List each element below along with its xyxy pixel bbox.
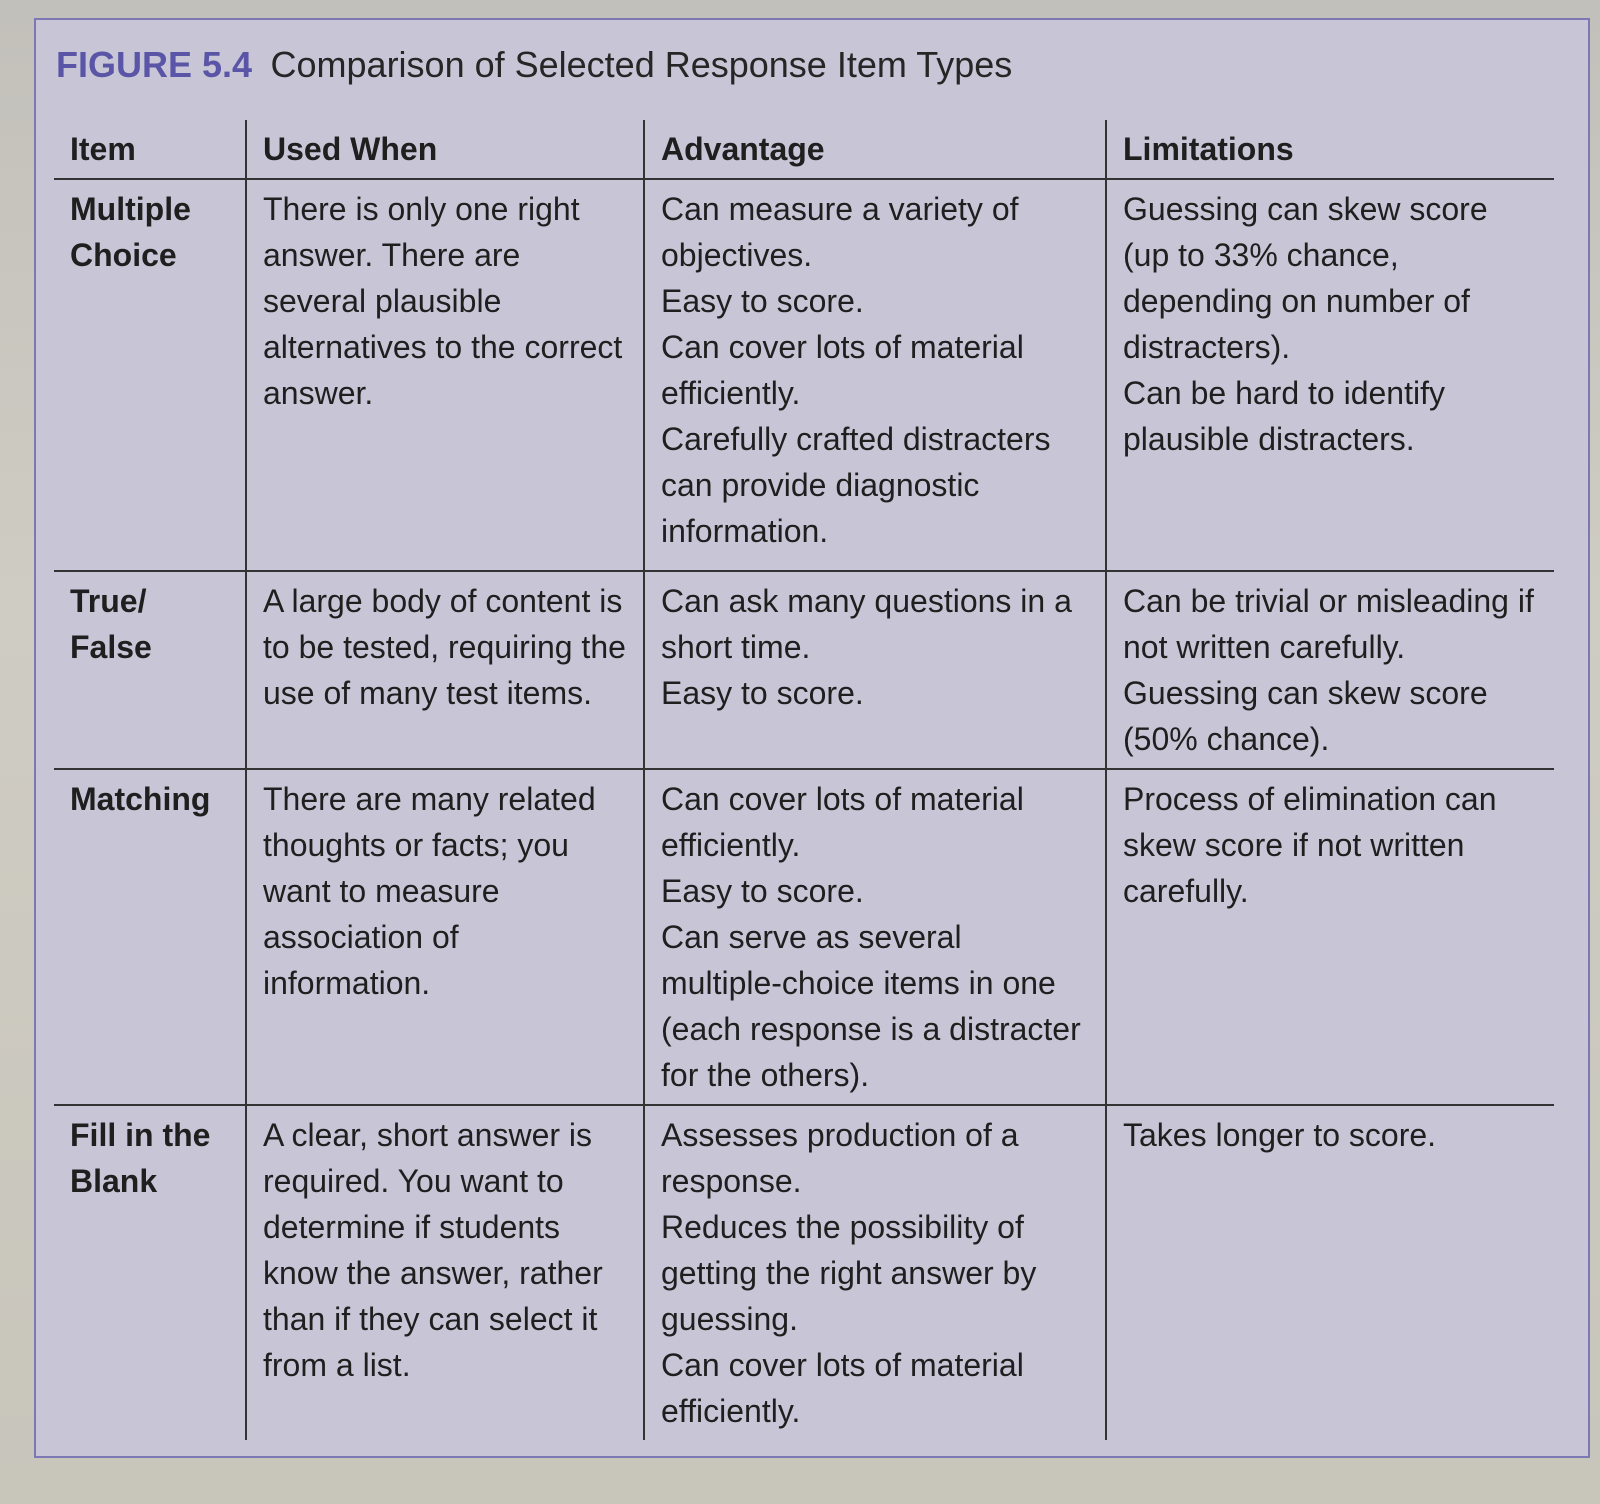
advantage-text: Carefully crafted distracters can provide diagnostic information. [661, 421, 1051, 549]
limitations-cell [1106, 179, 1554, 571]
header-used-when: Used When [246, 120, 644, 179]
used-when-text: There is only one right answer. There are several plausible alternatives to the correct answer. [263, 191, 623, 411]
item-cell [54, 571, 246, 769]
advantage-text: Reduces the possibility of getting the right answer by guessing. [661, 1209, 1037, 1337]
item-line: False [70, 629, 152, 665]
advantage-text: Can serve as several multiple-choice items in one (each response is a distracter for the others). [661, 919, 1081, 1093]
advantage-text: Easy to score. [661, 283, 864, 319]
advantage-text: Can cover lots of material efficiently. [661, 329, 1024, 411]
used-when-text: There are many related thoughts or facts; you want to measure association of information. [263, 781, 596, 1001]
table-header-row [54, 120, 1554, 179]
used-when-cell [246, 1105, 644, 1440]
item-cell [54, 179, 246, 571]
advantage-text: Easy to score. [661, 873, 864, 909]
item-line: Blank [70, 1163, 158, 1199]
used-when-cell [246, 769, 644, 1105]
limitations-text: Can be trivial or misleading if not written carefully. [1123, 583, 1534, 665]
item-line: Choice [70, 237, 177, 273]
table-row-matching [54, 769, 1554, 1105]
header-item: Item [54, 120, 246, 179]
header-advantage: Advantage [644, 120, 1106, 179]
limitations-cell [1106, 769, 1554, 1105]
advantage-text: Assesses production of a response. [661, 1117, 1019, 1199]
figure-number: FIGURE 5.4 [56, 44, 253, 85]
used-when-cell [246, 571, 644, 769]
limitations-text: Takes longer to score. [1123, 1117, 1437, 1153]
advantage-cell [644, 571, 1106, 769]
table-row-true-false [54, 571, 1554, 769]
used-when-cell [246, 179, 644, 571]
item-cell [54, 769, 246, 1105]
limitations-text: Guessing can skew score (up to 33% chance, depending on number of distracters). [1123, 191, 1488, 365]
advantage-text: Can cover lots of material efficiently. [661, 781, 1024, 863]
limitations-cell [1106, 1105, 1554, 1440]
limitations-text: Guessing can skew score (50% chance). [1123, 675, 1488, 757]
table-row-multiple-choice [54, 179, 1554, 571]
advantage-text: Easy to score. [661, 675, 864, 711]
figure-caption [56, 44, 1012, 86]
header-limitations: Limitations [1106, 120, 1554, 179]
item-line: Fill in the [70, 1117, 211, 1153]
figure-panel [34, 18, 1590, 1458]
limitations-cell [1106, 571, 1554, 769]
limitations-text: Process of elimination can skew score if not written carefully. [1123, 781, 1497, 909]
advantage-text: Can cover lots of material efficiently. [661, 1347, 1024, 1429]
limitations-text: Can be hard to identify plausible distracters. [1123, 375, 1445, 457]
item-line: Multiple [70, 191, 191, 227]
advantage-text: Can measure a variety of objectives. [661, 191, 1019, 273]
advantage-cell [644, 179, 1106, 571]
advantage-text: Can ask many questions in a short time. [661, 583, 1072, 665]
item-cell [54, 1105, 246, 1440]
item-line: Matching [70, 781, 211, 817]
figure-title: Comparison of Selected Response Item Types [270, 44, 1013, 85]
advantage-cell [644, 769, 1106, 1105]
used-when-text: A clear, short answer is required. You want to determine if students know the answer, rather than if they can select it from a list. [263, 1117, 603, 1383]
comparison-table [54, 120, 1554, 1440]
advantage-cell [644, 1105, 1106, 1440]
used-when-text: A large body of content is to be tested, requiring the use of many test items. [263, 583, 626, 711]
table-row-fill-in-the-blank [54, 1105, 1554, 1440]
item-line: True/ [70, 583, 147, 619]
